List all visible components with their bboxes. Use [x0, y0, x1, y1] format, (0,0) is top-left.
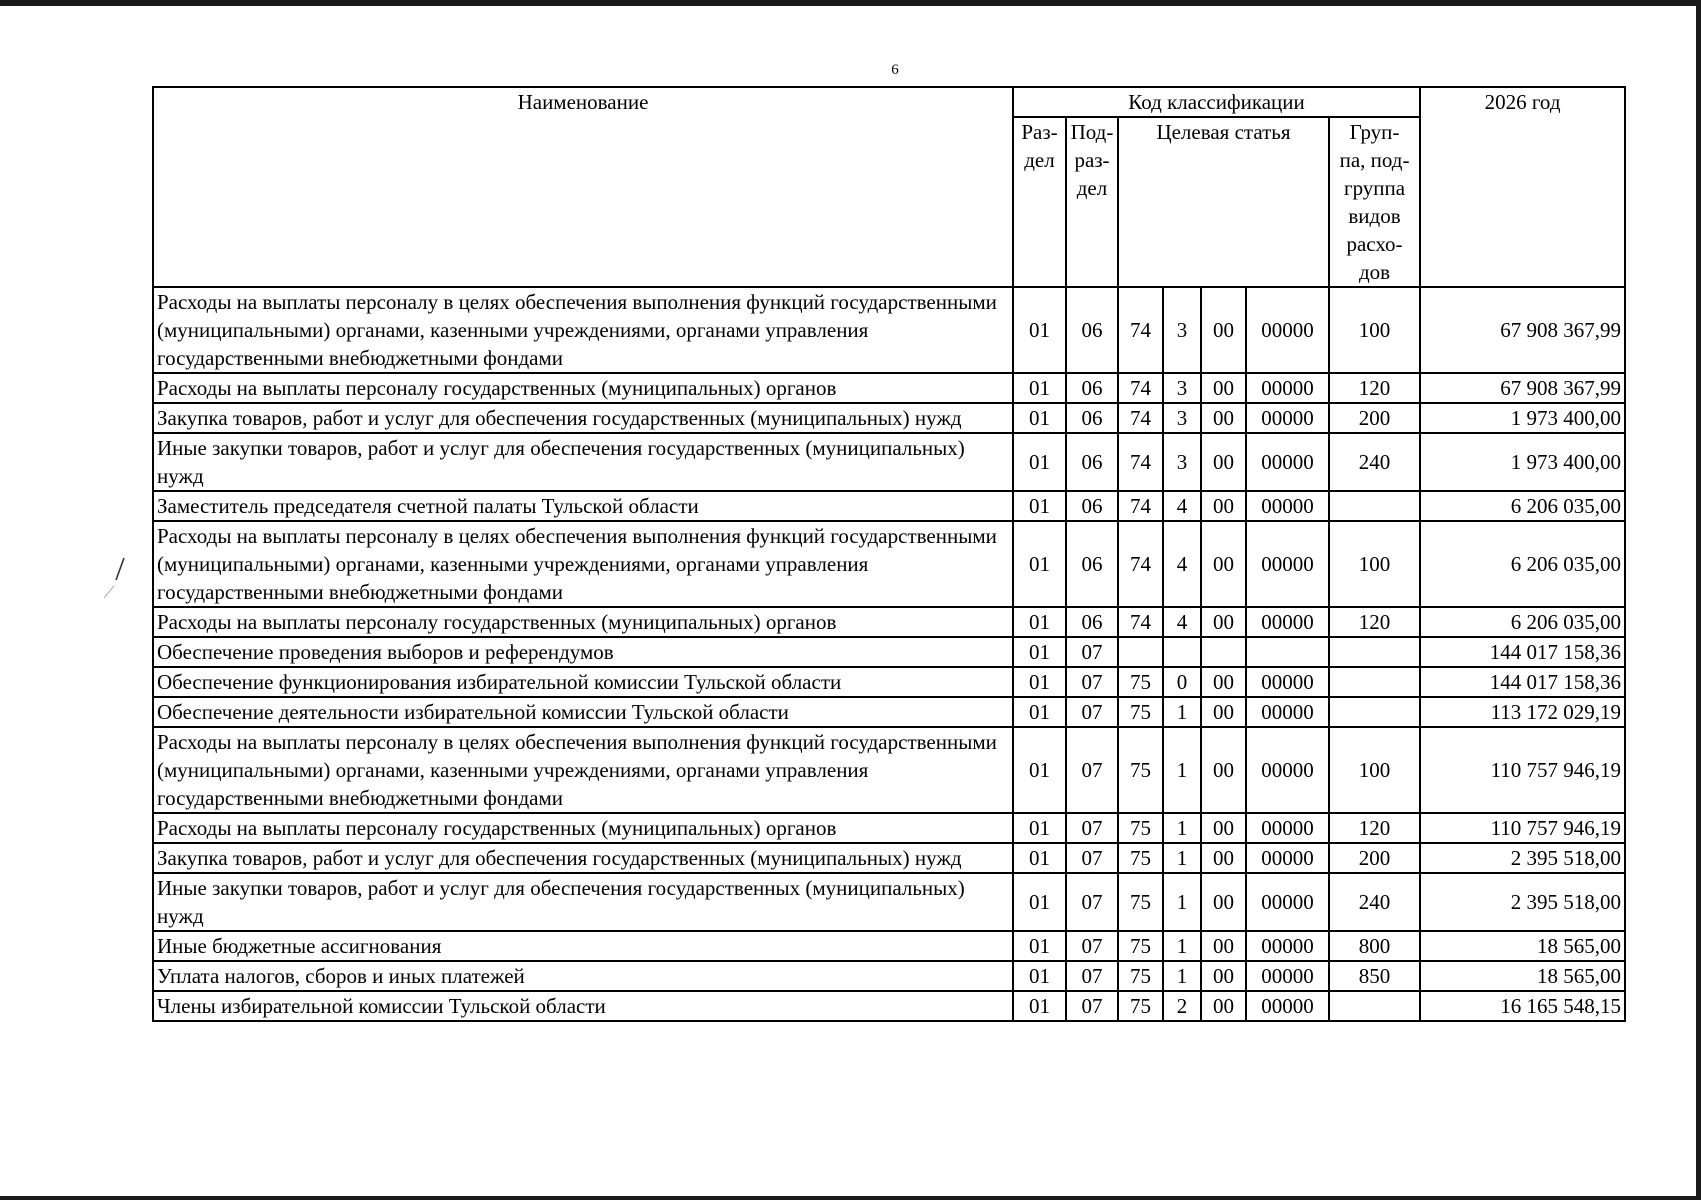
cell-expense-group: 240 [1329, 873, 1420, 931]
cell-target-subprogram: 4 [1163, 607, 1201, 637]
cell-target-program: 74 [1118, 403, 1163, 433]
cell-target-code: 00000 [1246, 697, 1329, 727]
cell-name: Обеспечение функционирования избирательной комиссии Тульской области [153, 667, 1013, 697]
cell-target-subprogram: 0 [1163, 667, 1201, 697]
cell-target-program: 75 [1118, 727, 1163, 813]
cell-razdel: 01 [1013, 931, 1066, 961]
cell-target-program: 75 [1118, 991, 1163, 1021]
cell-expense-group [1329, 991, 1420, 1021]
cell-name: Расходы на выплаты персоналу государственных (муниципальных) органов [153, 373, 1013, 403]
cell-target-direction: 00 [1201, 727, 1246, 813]
cell-name: Уплата налогов, сборов и иных платежей [153, 961, 1013, 991]
cell-target-direction: 00 [1201, 873, 1246, 931]
cell-expense-group: 200 [1329, 403, 1420, 433]
cell-target-code: 00000 [1246, 813, 1329, 843]
header-razdel: Раз- дел [1013, 117, 1066, 287]
cell-target-program: 74 [1118, 521, 1163, 607]
cell-target-direction: 00 [1201, 433, 1246, 491]
cell-target-code: 00000 [1246, 961, 1329, 991]
cell-razdel: 01 [1013, 287, 1066, 373]
scan-edge-top [0, 0, 1701, 6]
cell-target-code: 00000 [1246, 433, 1329, 491]
cell-target-code: 00000 [1246, 491, 1329, 521]
cell-name: Расходы на выплаты персоналу в целях обеспечения выполнения функций государственными (муниципальными) органами, казенными учреждениями, органами управления государственными внебюджетными фондами [153, 287, 1013, 373]
cell-target-program: 75 [1118, 931, 1163, 961]
header-code-classification: Код классификации [1013, 87, 1420, 117]
cell-podrazdel: 07 [1066, 843, 1118, 873]
cell-amount: 16 165 548,15 [1420, 991, 1625, 1021]
table-row [153, 843, 1625, 873]
cell-target-code: 00000 [1246, 287, 1329, 373]
cell-target-code: 00000 [1246, 403, 1329, 433]
cell-target-subprogram: 3 [1163, 403, 1201, 433]
cell-expense-group: 100 [1329, 287, 1420, 373]
budget-table [152, 86, 1626, 1022]
cell-name: Расходы на выплаты персоналу государственных (муниципальных) органов [153, 813, 1013, 843]
cell-expense-group [1329, 637, 1420, 667]
cell-amount: 110 757 946,19 [1420, 813, 1625, 843]
cell-target-subprogram: 1 [1163, 813, 1201, 843]
cell-target-program: 75 [1118, 667, 1163, 697]
table-row [153, 433, 1625, 491]
cell-target-program: 75 [1118, 813, 1163, 843]
cell-amount: 113 172 029,19 [1420, 697, 1625, 727]
cell-expense-group: 240 [1329, 433, 1420, 491]
cell-amount: 6 206 035,00 [1420, 491, 1625, 521]
table-row [153, 873, 1625, 931]
cell-podrazdel: 06 [1066, 287, 1118, 373]
cell-razdel: 01 [1013, 813, 1066, 843]
table-row [153, 697, 1625, 727]
cell-amount: 110 757 946,19 [1420, 727, 1625, 813]
cell-target-direction: 00 [1201, 843, 1246, 873]
cell-expense-group: 120 [1329, 607, 1420, 637]
page-number: 6 [891, 62, 899, 78]
scan-edge-bottom [0, 1196, 1701, 1200]
cell-razdel: 01 [1013, 873, 1066, 931]
cell-target-direction: 00 [1201, 961, 1246, 991]
cell-name: Члены избирательной комиссии Тульской области [153, 991, 1013, 1021]
cell-target-program: 74 [1118, 373, 1163, 403]
header-group: Груп- па, под- группа видов расхо- дов [1329, 117, 1420, 287]
cell-podrazdel: 06 [1066, 403, 1118, 433]
cell-target-program: 75 [1118, 961, 1163, 991]
header-row-1 [153, 87, 1625, 117]
cell-target-program: 74 [1118, 287, 1163, 373]
table-row [153, 403, 1625, 433]
cell-podrazdel: 06 [1066, 607, 1118, 637]
cell-amount: 18 565,00 [1420, 931, 1625, 961]
cell-target-code: 00000 [1246, 521, 1329, 607]
cell-expense-group [1329, 491, 1420, 521]
table-row [153, 521, 1625, 607]
cell-amount: 67 908 367,99 [1420, 287, 1625, 373]
cell-name: Расходы на выплаты персоналу государственных (муниципальных) органов [153, 607, 1013, 637]
cell-amount: 1 973 400,00 [1420, 433, 1625, 491]
cell-amount: 144 017 158,36 [1420, 667, 1625, 697]
cell-amount: 18 565,00 [1420, 961, 1625, 991]
cell-target-direction: 00 [1201, 403, 1246, 433]
cell-razdel: 01 [1013, 991, 1066, 1021]
cell-target-code: 00000 [1246, 931, 1329, 961]
cell-expense-group: 100 [1329, 727, 1420, 813]
cell-target-direction: 00 [1201, 521, 1246, 607]
cell-expense-group: 120 [1329, 813, 1420, 843]
cell-amount: 6 206 035,00 [1420, 607, 1625, 637]
cell-target-program: 74 [1118, 607, 1163, 637]
cell-target-subprogram: 2 [1163, 991, 1201, 1021]
cell-podrazdel: 07 [1066, 813, 1118, 843]
cell-name: Расходы на выплаты персоналу в целях обеспечения выполнения функций государственными (муниципальными) органами, казенными учреждениями, органами управления государственными внебюджетными фондами [153, 727, 1013, 813]
table-row [153, 607, 1625, 637]
cell-target-subprogram: 4 [1163, 521, 1201, 607]
cell-podrazdel: 06 [1066, 373, 1118, 403]
table-row [153, 813, 1625, 843]
cell-expense-group: 100 [1329, 521, 1420, 607]
cell-amount: 144 017 158,36 [1420, 637, 1625, 667]
table-row [153, 667, 1625, 697]
cell-amount: 67 908 367,99 [1420, 373, 1625, 403]
cell-podrazdel: 07 [1066, 727, 1118, 813]
cell-podrazdel: 07 [1066, 961, 1118, 991]
cell-target-program: 75 [1118, 697, 1163, 727]
cell-name: Расходы на выплаты персоналу в целях обеспечения выполнения функций государственными (муниципальными) органами, казенными учреждениями, органами управления государственными внебюджетными фондами [153, 521, 1013, 607]
cell-razdel: 01 [1013, 491, 1066, 521]
cell-razdel: 01 [1013, 843, 1066, 873]
cell-name: Закупка товаров, работ и услуг для обеспечения государственных (муниципальных) нужд [153, 403, 1013, 433]
cell-target-direction: 00 [1201, 667, 1246, 697]
cell-podrazdel: 07 [1066, 667, 1118, 697]
cell-name: Обеспечение проведения выборов и референдумов [153, 637, 1013, 667]
cell-target-program: 75 [1118, 843, 1163, 873]
cell-target-code: 00000 [1246, 843, 1329, 873]
cell-target-code [1246, 637, 1329, 667]
cell-target-program: 75 [1118, 873, 1163, 931]
table-row [153, 373, 1625, 403]
cell-razdel: 01 [1013, 727, 1066, 813]
cell-target-subprogram: 1 [1163, 931, 1201, 961]
cell-target-direction: 00 [1201, 287, 1246, 373]
cell-razdel: 01 [1013, 403, 1066, 433]
pen-mark [100, 556, 130, 606]
cell-target-code: 00000 [1246, 607, 1329, 637]
cell-target-direction: 00 [1201, 697, 1246, 727]
cell-target-program: 74 [1118, 491, 1163, 521]
cell-target-direction [1201, 637, 1246, 667]
cell-expense-group [1329, 697, 1420, 727]
cell-target-code: 00000 [1246, 991, 1329, 1021]
cell-target-subprogram: 4 [1163, 491, 1201, 521]
cell-razdel: 01 [1013, 373, 1066, 403]
scan-edge-right [1696, 0, 1701, 1200]
cell-razdel: 01 [1013, 637, 1066, 667]
cell-target-code: 00000 [1246, 667, 1329, 697]
cell-podrazdel: 07 [1066, 637, 1118, 667]
cell-razdel: 01 [1013, 521, 1066, 607]
cell-target-direction: 00 [1201, 931, 1246, 961]
cell-razdel: 01 [1013, 667, 1066, 697]
cell-name: Заместитель председателя счетной палаты Тульской области [153, 491, 1013, 521]
cell-amount: 2 395 518,00 [1420, 873, 1625, 931]
cell-target-subprogram: 1 [1163, 697, 1201, 727]
cell-expense-group [1329, 667, 1420, 697]
cell-name: Закупка товаров, работ и услуг для обеспечения государственных (муниципальных) нужд [153, 843, 1013, 873]
table-row [153, 961, 1625, 991]
cell-target-subprogram: 3 [1163, 433, 1201, 491]
table-row [153, 931, 1625, 961]
cell-razdel: 01 [1013, 607, 1066, 637]
cell-razdel: 01 [1013, 961, 1066, 991]
cell-expense-group: 800 [1329, 931, 1420, 961]
cell-target-direction: 00 [1201, 607, 1246, 637]
cell-target-subprogram: 1 [1163, 843, 1201, 873]
header-year: 2026 год [1420, 87, 1625, 287]
cell-amount: 6 206 035,00 [1420, 521, 1625, 607]
cell-name: Иные бюджетные ассигнования [153, 931, 1013, 961]
table-row [153, 491, 1625, 521]
cell-target-program [1118, 637, 1163, 667]
cell-target-program: 74 [1118, 433, 1163, 491]
cell-name: Иные закупки товаров, работ и услуг для обеспечения государственных (муниципальных) нужд [153, 873, 1013, 931]
cell-target-subprogram: 1 [1163, 727, 1201, 813]
cell-expense-group: 200 [1329, 843, 1420, 873]
cell-target-code: 00000 [1246, 727, 1329, 813]
cell-target-direction: 00 [1201, 991, 1246, 1021]
table-row [153, 727, 1625, 813]
cell-target-subprogram: 1 [1163, 873, 1201, 931]
cell-target-subprogram: 1 [1163, 961, 1201, 991]
cell-podrazdel: 06 [1066, 521, 1118, 607]
cell-razdel: 01 [1013, 433, 1066, 491]
cell-target-code: 00000 [1246, 873, 1329, 931]
header-podrazdel: Под- раз- дел [1066, 117, 1118, 287]
header-name: Наименование [153, 87, 1013, 287]
cell-target-subprogram [1163, 637, 1201, 667]
cell-podrazdel: 06 [1066, 433, 1118, 491]
cell-target-subprogram: 3 [1163, 287, 1201, 373]
cell-amount: 1 973 400,00 [1420, 403, 1625, 433]
cell-target-subprogram: 3 [1163, 373, 1201, 403]
table-row [153, 287, 1625, 373]
cell-target-direction: 00 [1201, 491, 1246, 521]
header-target-article: Целевая статья [1118, 117, 1329, 287]
cell-target-code: 00000 [1246, 373, 1329, 403]
cell-razdel: 01 [1013, 697, 1066, 727]
table-row [153, 991, 1625, 1021]
cell-name: Иные закупки товаров, работ и услуг для обеспечения государственных (муниципальных) нужд [153, 433, 1013, 491]
table-row [153, 637, 1625, 667]
cell-podrazdel: 07 [1066, 697, 1118, 727]
cell-podrazdel: 07 [1066, 931, 1118, 961]
cell-target-direction: 00 [1201, 813, 1246, 843]
cell-amount: 2 395 518,00 [1420, 843, 1625, 873]
cell-target-direction: 00 [1201, 373, 1246, 403]
cell-expense-group: 850 [1329, 961, 1420, 991]
cell-expense-group: 120 [1329, 373, 1420, 403]
cell-podrazdel: 06 [1066, 491, 1118, 521]
cell-podrazdel: 07 [1066, 991, 1118, 1021]
cell-podrazdel: 07 [1066, 873, 1118, 931]
cell-name: Обеспечение деятельности избирательной комиссии Тульской области [153, 697, 1013, 727]
